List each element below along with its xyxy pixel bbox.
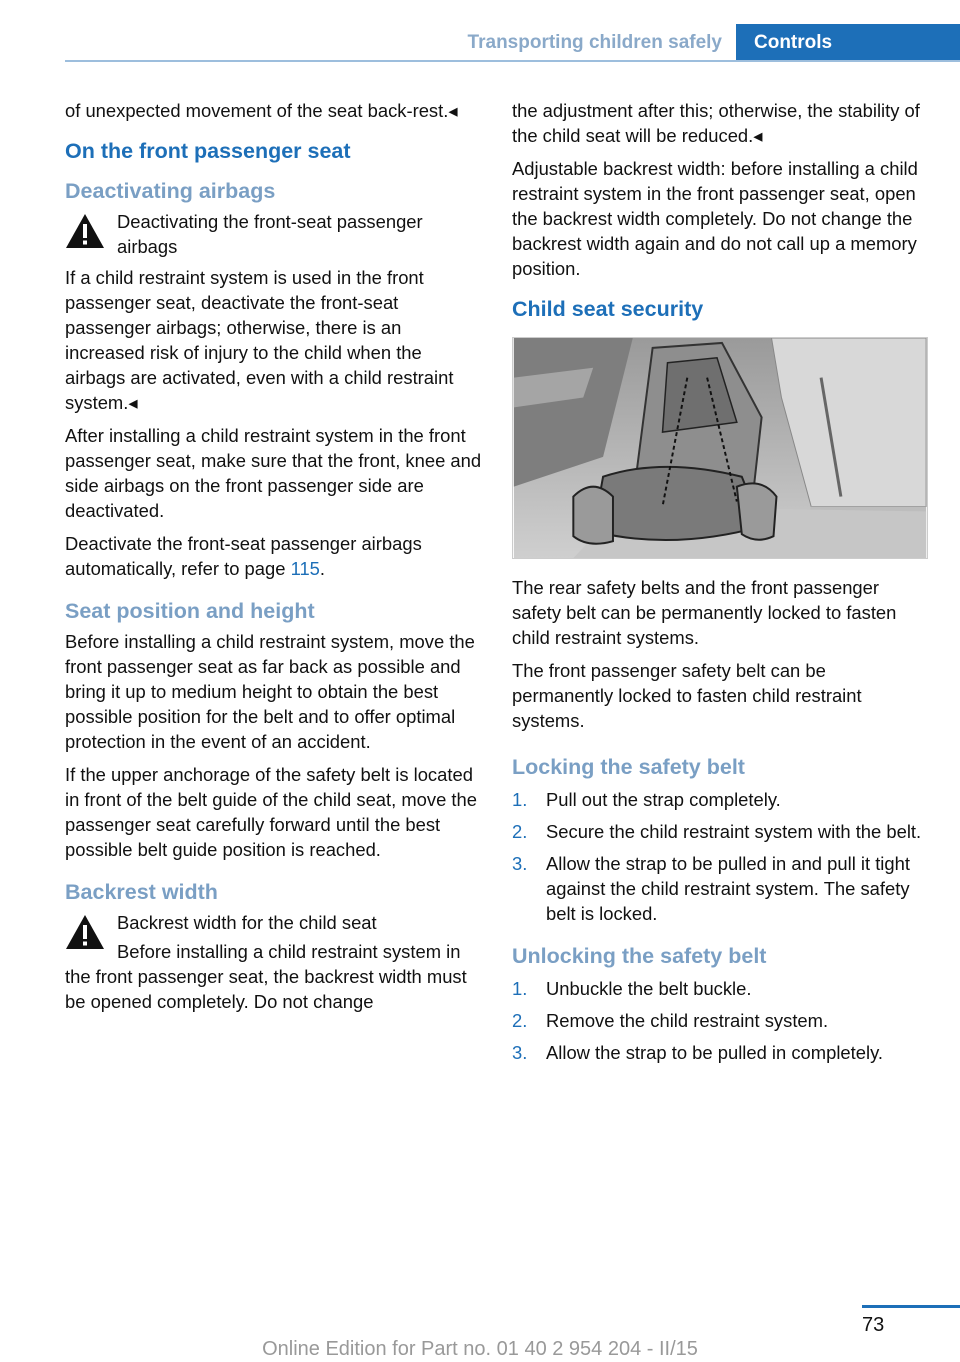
step-number: 1. <box>512 978 528 999</box>
warning-title: Backrest width for the child seat <box>117 912 377 933</box>
paragraph: Before installing a child restraint system, move the front passenger seat as far back as possible and bring it up to medium height to obtain the best possible position for the belt and to offer optimal protection in the event of an accident. <box>65 631 475 752</box>
warning-triangle-icon <box>65 914 105 950</box>
paragraph: If the upper anchorage of the safety belt is located in front of the belt guide of the child seat, move the passenger seat carefully forward until the best possible belt guide position is reached. <box>65 764 478 860</box>
heading-seat-position-height: Seat position and height <box>65 599 315 623</box>
step-text: Unbuckle the belt buckle. <box>546 978 752 999</box>
running-header-chapter-tab: Controls <box>736 24 960 62</box>
warning-body: Before installing a child restraint system in the front passenger seat, the backrest width must be opened completely. Do not change <box>65 941 467 1012</box>
heading-deactivating-airbags: Deactivating airbags <box>65 179 276 203</box>
step-number: 3. <box>512 1042 528 1063</box>
paragraph: If a child restraint system is used in the front passenger seat, deactivate the front-seat passenger airbags; otherwise, there is an increased risk of injury to the child when the airbags are activated, even with a child restraint system.◂ <box>65 267 454 413</box>
step-text: Secure the child restraint system with the belt. <box>546 821 922 842</box>
paragraph: The front passenger safety belt can be permanently locked to fasten child restraint systems. <box>512 660 862 731</box>
step-text: Allow the strap to be pulled in completely. <box>546 1042 884 1063</box>
locking-steps-list <box>512 787 930 926</box>
heading-unlocking-safety-belt: Unlocking the safety belt <box>512 944 767 968</box>
left-column <box>65 98 483 1014</box>
step-number: 3. <box>512 853 528 874</box>
paragraph: After installing a child restraint system in the front passenger seat, make sure that the front, knee and side airbags on the front passenger side are deactivated. <box>65 425 482 521</box>
page-number: 73 <box>862 1314 885 1336</box>
step-number: 1. <box>512 789 528 810</box>
text: . <box>319 558 326 579</box>
list-item <box>512 976 930 1001</box>
warning-title: Deactivating the front-seat passenger airbags <box>117 211 423 257</box>
warning-block-backrest <box>65 910 483 935</box>
right-column <box>512 98 930 1072</box>
list-item <box>512 851 930 926</box>
running-header-section: Transporting children safely <box>467 32 722 53</box>
unlocking-steps-list <box>512 976 930 1065</box>
paragraph: the adjustment after this; otherwise, the stability of the child seat will be reduced.◂ <box>512 100 920 146</box>
paragraph: Adjustable backrest width: before installing a child restraint system in the front passenger seat, open the backrest width completely. Do not change the backrest width again and do not call up a memory position. <box>512 158 918 279</box>
heading-front-passenger-seat: On the front passenger seat <box>65 139 351 163</box>
step-text: Allow the strap to be pulled in and pull it tight against the child restraint system. The safety belt is locked. <box>546 853 910 924</box>
warning-triangle-icon <box>65 213 105 249</box>
text: Deactivate the front-seat passenger airbags automatically, refer to page <box>65 533 422 579</box>
paragraph: of unexpected movement of the seat back-rest.◂ <box>65 100 458 121</box>
step-text: Remove the child restraint system. <box>546 1010 829 1031</box>
paragraph: The rear safety belts and the front passenger safety belt can be permanently locked to fasten child restraint systems. <box>512 577 897 648</box>
step-number: 2. <box>512 1010 528 1031</box>
step-number: 2. <box>512 821 528 842</box>
step-text: Pull out the strap completely. <box>546 789 781 810</box>
child-seat-illustration <box>512 337 928 559</box>
heading-backrest-width: Backrest width <box>65 880 218 904</box>
footer-edition: Online Edition for Part no. 01 40 2 954 204 - II/15 <box>262 1338 698 1360</box>
footer-rule <box>862 1305 960 1308</box>
list-item <box>512 1008 930 1033</box>
heading-locking-safety-belt: Locking the safety belt <box>512 755 745 779</box>
list-item <box>512 1040 930 1065</box>
list-item <box>512 787 930 812</box>
heading-child-seat-security: Child seat security <box>512 297 704 321</box>
list-item <box>512 819 930 844</box>
paragraph-with-page-ref <box>65 531 483 581</box>
warning-block-airbags <box>65 209 483 259</box>
warning-text <box>65 939 483 1014</box>
header-rule <box>65 60 960 62</box>
page-reference-link[interactable]: 115 <box>290 558 320 579</box>
